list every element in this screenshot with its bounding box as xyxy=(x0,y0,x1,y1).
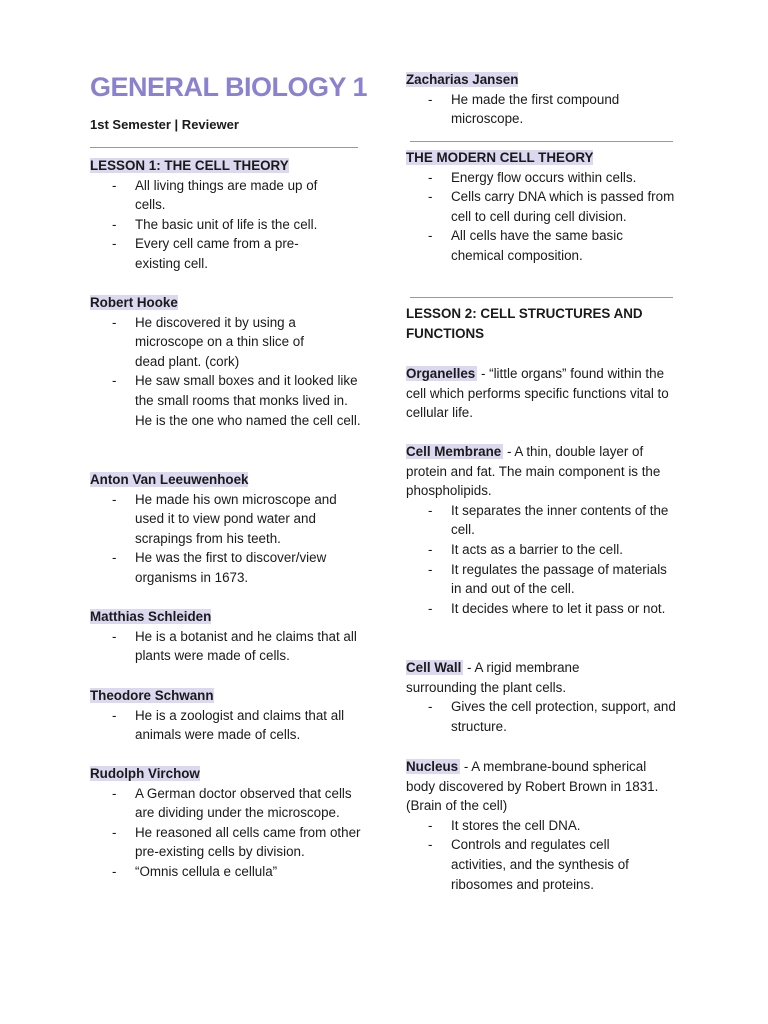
list-item: - He reasoned all cells came from other pre-existing cells by division. xyxy=(90,823,365,862)
list-item: - He is a botanist and he claims that all plants were made of cells. xyxy=(90,627,365,666)
cell-membrane-definition: - A thin, double layer of protein and fat. The main component is the phospholipids. xyxy=(406,444,661,499)
cell-wall-list xyxy=(406,697,678,736)
cell-wall-section xyxy=(406,658,678,736)
schleiden-heading: Matthias Schleiden xyxy=(90,609,212,624)
jansen-list xyxy=(406,90,681,129)
list-item: - Every cell came from a pre-existing cell. xyxy=(90,234,365,273)
cell-membrane-list xyxy=(406,501,678,619)
list-item: - He is a zoologist and claims that all animals were made of cells. xyxy=(90,706,365,745)
list-item: - It separates the inner contents of the cell. xyxy=(406,501,678,540)
lesson2-section xyxy=(406,304,681,343)
modern-theory-list xyxy=(406,168,681,266)
cell-membrane-section xyxy=(406,442,678,618)
cell-wall-term: Cell Wall xyxy=(406,660,462,675)
list-item: - Gives the cell protection, support, and structure. xyxy=(406,697,678,736)
modern-theory-section xyxy=(406,148,681,266)
virchow-section xyxy=(90,764,365,882)
hooke-heading: Robert Hooke xyxy=(90,295,178,310)
jansen-heading: Zacharias Jansen xyxy=(406,72,519,87)
organelles-term: Organelles xyxy=(406,366,476,381)
leeuwenhoek-heading: Anton Van Leeuwenhoek xyxy=(90,472,249,487)
schleiden-section xyxy=(90,607,365,666)
organelles-definition: - “little organs” found within the cell which performs specific functions vital to cellular life. xyxy=(406,366,669,421)
list-item: - Cells carry DNA which is passed from cell to cell during cell division. xyxy=(406,187,681,226)
divider xyxy=(410,297,673,298)
lesson1-heading: LESSON 1: THE CELL THEORY xyxy=(90,158,289,173)
jansen-section xyxy=(406,70,681,129)
schleiden-list xyxy=(90,627,365,666)
lesson1-section xyxy=(90,156,365,274)
list-item: - He discovered it by using a microscope on a thin slice of dead plant. (cork) xyxy=(90,313,365,372)
list-item: - It regulates the passage of materials in and out of the cell. xyxy=(406,560,678,599)
hooke-section xyxy=(90,293,365,430)
divider xyxy=(90,147,358,148)
list-item: - He was the first to discover/view organisms in 1673. xyxy=(90,548,365,587)
nucleus-term: Nucleus xyxy=(406,759,459,774)
virchow-list xyxy=(90,784,365,882)
organelles-section xyxy=(406,364,676,423)
nucleus-section xyxy=(406,757,678,894)
lesson1-list xyxy=(90,176,365,274)
list-item: - Energy flow occurs within cells. xyxy=(406,168,681,188)
nucleus-list xyxy=(406,816,678,894)
leeuwenhoek-section xyxy=(90,470,365,588)
lesson2-heading: LESSON 2: CELL STRUCTURES AND FUNCTIONS xyxy=(406,306,643,341)
schwann-list xyxy=(90,706,365,745)
list-item: - The basic unit of life is the cell. xyxy=(90,215,365,235)
virchow-heading: Rudolph Virchow xyxy=(90,766,200,781)
list-item: - It acts as a barrier to the cell. xyxy=(406,540,678,560)
cell-membrane-term: Cell Membrane xyxy=(406,444,502,459)
schwann-section xyxy=(90,686,365,745)
list-item: - He saw small boxes and it looked like the small rooms that monks lived in. He is the one who named the cell cell. xyxy=(90,371,365,430)
list-item: - A German doctor observed that cells are dividing under the microscope. xyxy=(90,784,365,823)
divider xyxy=(410,141,673,142)
document-subtitle: 1st Semester | Reviewer xyxy=(90,117,239,132)
schwann-heading: Theodore Schwann xyxy=(90,688,214,703)
document-title: GENERAL BIOLOGY 1 xyxy=(90,72,368,102)
leeuwenhoek-list xyxy=(90,490,365,588)
list-item: - All cells have the same basic chemical composition. xyxy=(406,226,681,265)
hooke-list xyxy=(90,313,365,431)
list-item: - “Omnis cellula e cellula” xyxy=(90,862,365,882)
list-item: - It stores the cell DNA. xyxy=(406,816,678,836)
list-item: - He made the first compound microscope. xyxy=(406,90,681,129)
cell-wall-definition: - A rigid membrane surrounding the plant cells. xyxy=(406,660,580,695)
modern-theory-heading: THE MODERN CELL THEORY xyxy=(406,150,594,165)
list-item: - He made his own microscope and used it to view pond water and scrapings from his teeth. xyxy=(90,490,365,549)
list-item: - All living things are made up of cells. xyxy=(90,176,365,215)
list-item: - Controls and regulates cell activities, and the synthesis of ribosomes and proteins. xyxy=(406,835,678,894)
list-item: - It decides where to let it pass or not. xyxy=(406,599,678,619)
nucleus-definition: - A membrane-bound spherical body discovered by Robert Brown in 1831. (Brain of the cell) xyxy=(406,759,659,814)
